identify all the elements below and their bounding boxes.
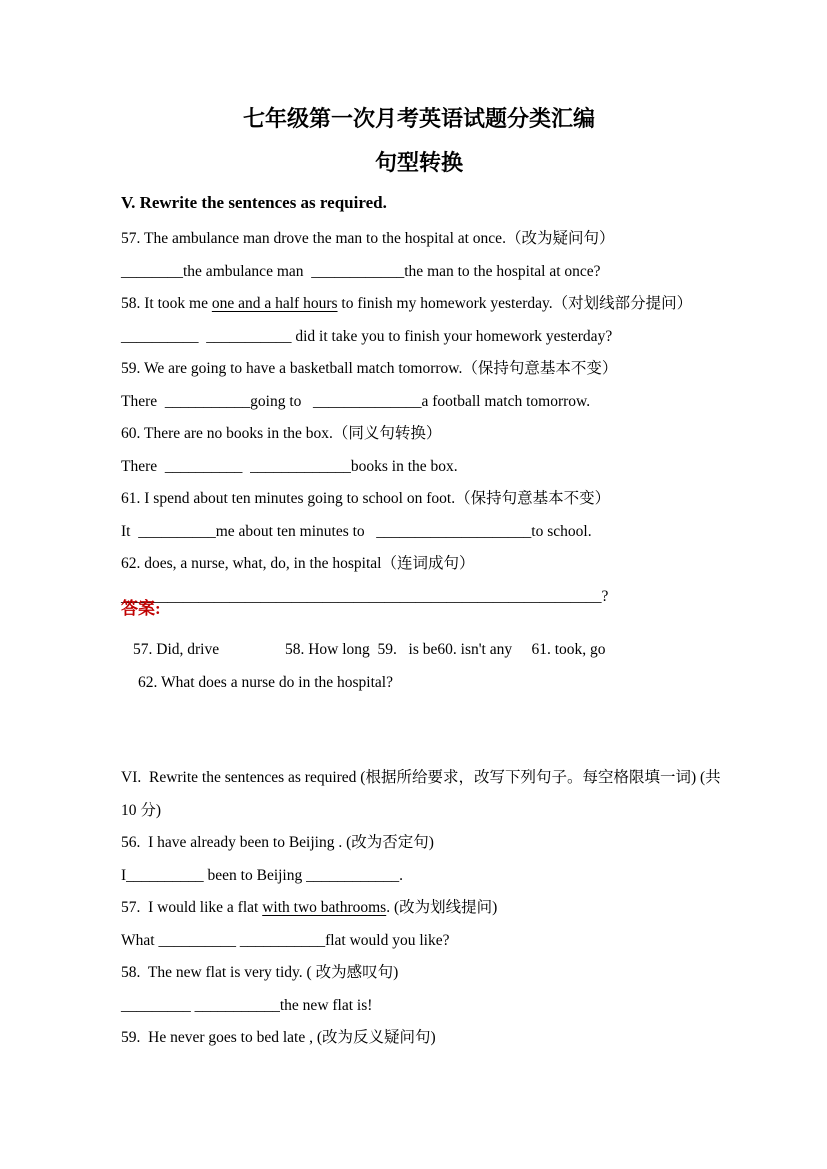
question-59-blank-line: There ___________going to ______________a football match tomorrow. [121,392,591,410]
question-58-suffix: to finish my homework yesterday.（对划线部分提问） [337,295,693,312]
vi-question-57-suffix: . (改为划线提问) [386,899,498,916]
content-column [121,0,721,1055]
section-vi-heading-line-2: 10 分) [121,801,162,819]
document-title: 七年级第一次月考英语试题分类汇编 [242,106,595,131]
question-60-text: 60. There are no books in the box.（同义句转换） [121,425,442,442]
vi-question-58-blank-line: _________ ___________the new flat is! [121,996,373,1014]
question-62-blank-line: ______________________________________________________________? [121,587,609,605]
section-v-heading: V. Rewrite the sentences as required. [121,193,387,212]
question-61-blank-line: It __________me about ten minutes to ____________________to school. [121,522,592,540]
vi-question-56-text: 56. I have already been to Beijing . (改为否定句) [121,834,434,851]
vi-question-59-text: 59. He never goes to bed late , (改为反义疑问句) [121,1029,436,1046]
section-vi-heading-line-1: VI. Rewrite the sentences as required (根据所给要求，改写下列句子。每空格限填一词) (共 [121,769,721,786]
question-58-prefix: 58. It took me [121,295,212,312]
vi-question-56-blank-line: I__________ been to Beijing ____________. [121,866,403,884]
question-58-text [121,288,717,321]
question-62-text: 62. does, a nurse, what, do, in the hospital（连词成句） [121,555,475,572]
question-57-blank-line: ________the ambulance man ____________the man to the hospital at once? [121,262,601,280]
question-58-blank-line: __________ ___________ did it take you to finish your homework yesterday? [121,327,613,345]
question-59-text: 59. We are going to have a basketball match tomorrow.（保持句意基本不变） [121,360,618,377]
question-58-underlined-phrase: one and a half hours [211,295,338,312]
answers-heading: 答案: [121,599,161,618]
question-57-text: 57. The ambulance man drove the man to the hospital at once.（改为疑问句） [121,230,615,247]
document-subtitle: 句型转换 [374,150,463,175]
vi-question-58-text: 58. The new flat is very tidy. ( 改为感叹句) [121,964,399,981]
vi-question-57-blank-line: What __________ ___________flat would you like? [121,931,450,949]
vi-question-57-underlined-phrase: with two bathrooms [262,899,387,916]
answers-line-1: 57. Did, drive 58. How long 59. is be60. isn't any 61. took, go [133,641,606,658]
vi-question-57-text [121,892,717,925]
vi-question-57-prefix: 57. I would like a flat [121,899,263,916]
answers-line-2: 62. What does a nurse do in the hospital? [138,673,393,691]
question-61-text: 61. I spend about ten minutes going to school on foot.（保持句意基本不变） [121,490,611,507]
question-60-blank-line: There __________ _____________books in the box. [121,457,458,475]
